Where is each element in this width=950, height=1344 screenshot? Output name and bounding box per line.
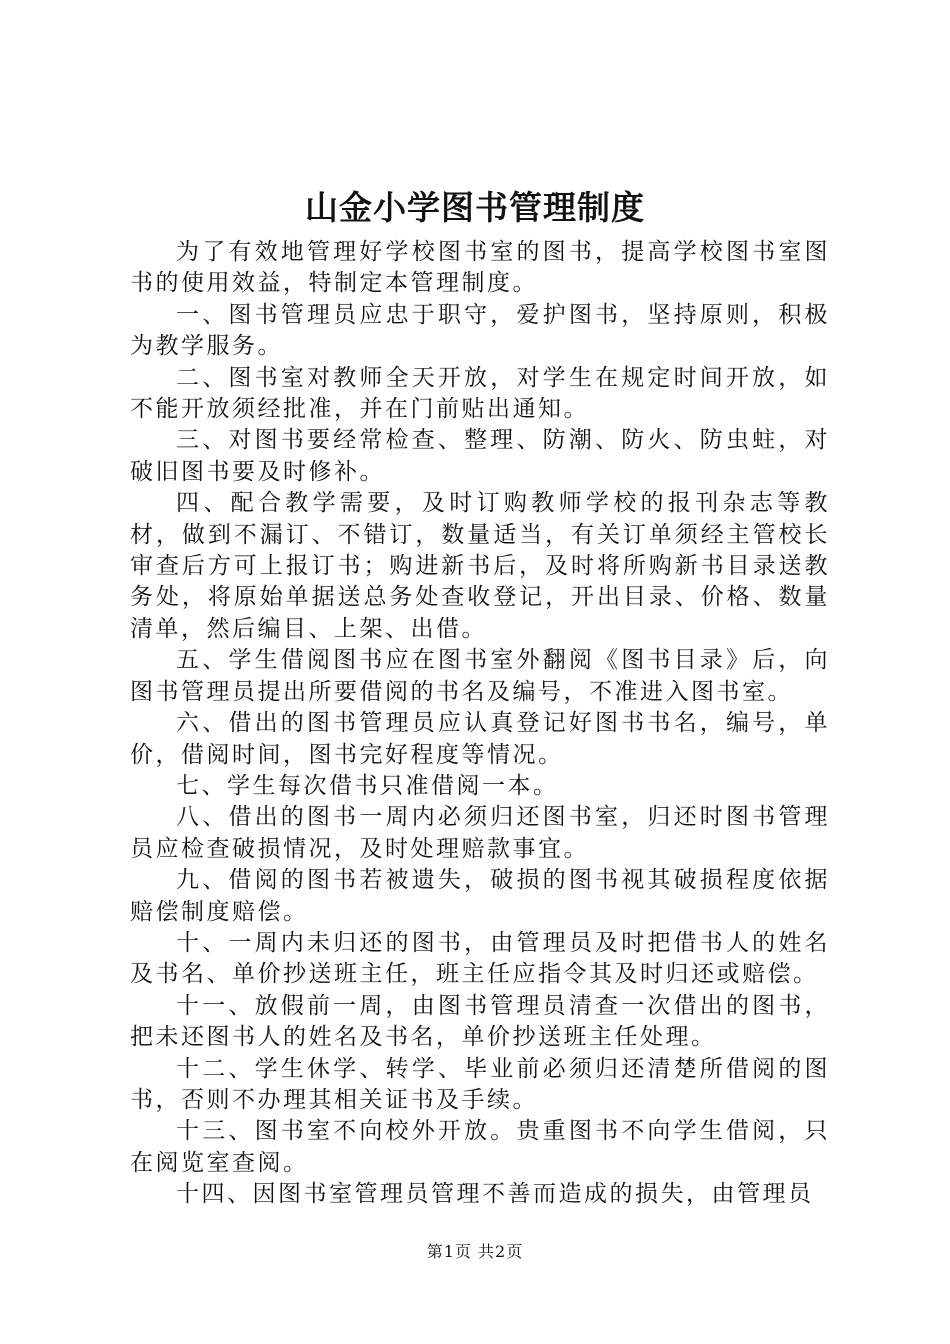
page-footer: 第1页 共2页 [426, 1242, 524, 1261]
rule-paragraph-12: 十二、学生休学、转学、毕业前必须归还清楚所借阅的图书，否则不办理其相关证书及手续。 [130, 1055, 830, 1113]
rule-paragraph-4: 四、配合教学需要，及时订购教师学校的报刊杂志等教材，做到不漏订、不错订，数量适当，有关订单须经主管校长审查后方可上报订书；购进新书后，及时将所购新书目录送教务处，将原始单据送总务处查收登记，开出目录、价格、数量清单，然后编目、上架、出借。 [130, 490, 830, 642]
rule-paragraph-1: 一、图书管理员应忠于职守，爱护图书，坚持原则，积极为教学服务。 [130, 301, 830, 360]
rule-paragraph-11: 十一、放假前一周，由图书管理员清查一次借出的图书，把未还图书人的姓名及书名，单价抄送班主任处理。 [130, 992, 830, 1051]
rule-paragraph-9: 九、借阅的图书若被遗失，破损的图书视其破损程度依据赔偿制度赔偿。 [130, 867, 830, 925]
document-title: 山金小学图书管理制度 [305, 188, 645, 227]
rule-paragraph-6: 六、借出的图书管理员应认真登记好图书书名，编号，单价，借阅时间，图书完好程度等情况。 [130, 710, 830, 768]
document-body [130, 237, 830, 1211]
rule-paragraph-10: 十、一周内未归还的图书，由管理员及时把借书人的姓名及书名、单价抄送班主任，班主任应指令其及时归还或赔偿。 [130, 929, 830, 988]
rule-paragraph-5: 五、学生借阅图书应在图书室外翻阅《图书目录》后，向图书管理员提出所要借阅的书名及编号，不准进入图书室。 [130, 647, 830, 705]
rule-paragraph-7: 七、学生每次借书只准借阅一本。 [176, 772, 559, 799]
rule-paragraph-8: 八、借出的图书一周内必须归还图书室，归还时图书管理员应检查破损情况，及时处理赔款事宜。 [130, 804, 830, 862]
rule-paragraph-13: 十三、图书室不向校外开放。贵重图书不向学生借阅，只在阅览室查阅。 [130, 1118, 830, 1176]
intro-paragraph: 为了有效地管理好学校图书室的图书，提高学校图书室图书的使用效益，特制定本管理制度。 [130, 239, 830, 297]
rule-paragraph-14: 十四、因图书室管理员管理不善而造成的损失，由管理员 [176, 1181, 814, 1208]
rule-paragraph-2: 二、图书室对教师全天开放，对学生在规定时间开放，如不能开放须经批准，并在门前贴出通知。 [130, 364, 830, 423]
rule-paragraph-3: 三、对图书要经常检查、整理、防潮、防火、防虫蛀，对破旧图书要及时修补。 [130, 427, 830, 485]
